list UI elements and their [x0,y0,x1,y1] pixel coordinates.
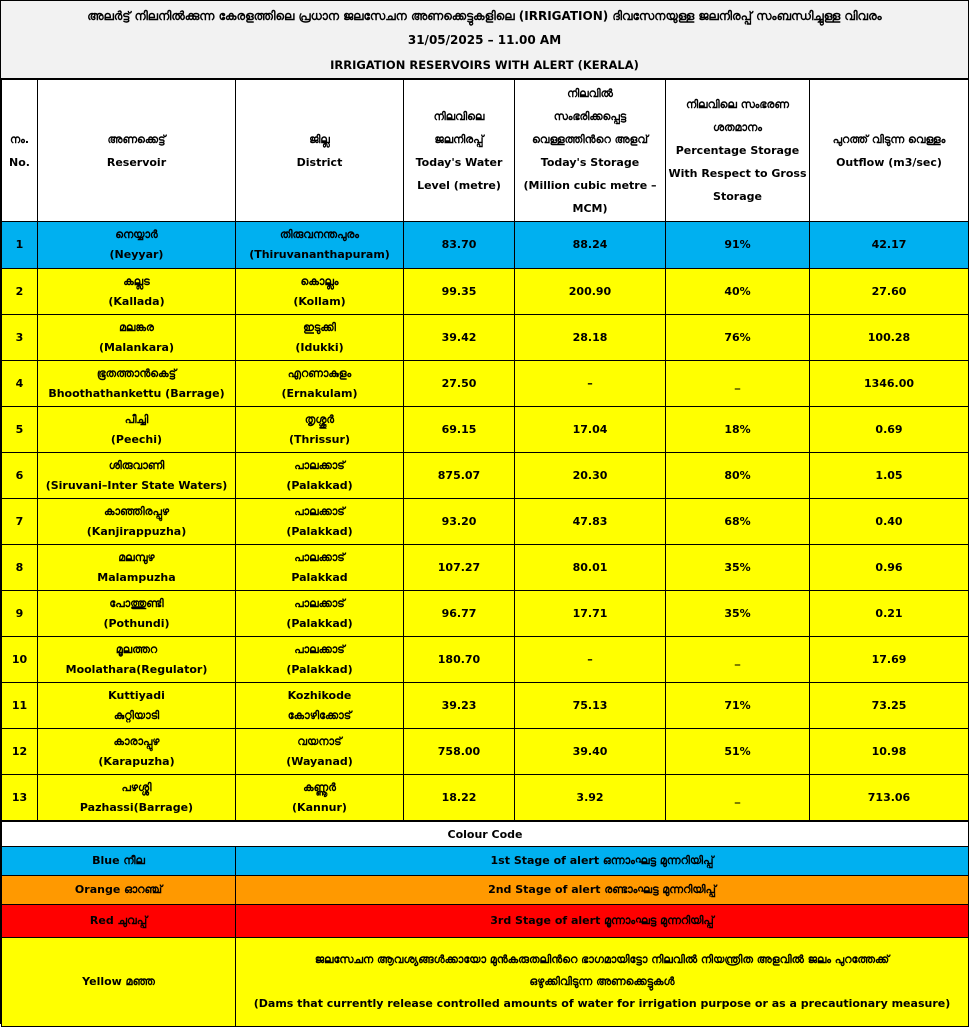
cell-no: 7 [2,499,38,545]
cell-district: ഇടുക്കി (Idukki) [236,315,404,361]
table-row [2,683,969,729]
cell-reservoir: പഴശ്ശി Pazhassi(Barrage) [38,775,236,821]
cell-no: 12 [2,729,38,775]
cell-outflow: 100.28 [810,315,969,361]
cell-storage: 39.40 [515,729,666,775]
col-header-outflow: പുറത്ത് വിടുന്ന വെള്ളം Outflow (m3/sec) [810,80,969,222]
cell-outflow: 42.17 [810,222,969,269]
cell-district: തൃശ്ശൂർ (Thrissur) [236,407,404,453]
cell-outflow: 1346.00 [810,361,969,407]
cell-no: 10 [2,637,38,683]
cell-no: 13 [2,775,38,821]
cell-district: പാലക്കാട് (Palakkad) [236,591,404,637]
cell-percentage: 40% [666,269,810,315]
cell-outflow: 0.40 [810,499,969,545]
legend-red-desc: 3rd Stage of alert മൂന്നാംഘട്ട മുന്നറിയിപ്പ് [236,905,969,938]
cell-district: Kozhikode കോഴിക്കോട് [236,683,404,729]
cell-no: 4 [2,361,38,407]
legend-row-yellow [2,938,969,1027]
cell-district: കണ്ണൂർ (Kannur) [236,775,404,821]
cell-no: 2 [2,269,38,315]
cell-water-level: 107.27 [404,545,515,591]
cell-storage: 20.30 [515,453,666,499]
cell-storage: 88.24 [515,222,666,269]
table-row [2,545,969,591]
cell-no: 8 [2,545,38,591]
report-datetime: 31/05/2025 – 11.00 AM [1,27,968,53]
cell-reservoir: കാഞ്ഞിരപ്പുഴ (Kanjirappuzha) [38,499,236,545]
table-row [2,591,969,637]
cell-storage: 80.01 [515,545,666,591]
legend-row-red [2,905,969,938]
cell-district: പാലക്കാട് (Palakkad) [236,499,404,545]
legend-title: Colour Code [2,822,969,847]
table-row [2,361,969,407]
cell-storage: 47.83 [515,499,666,545]
col-header-water-level: നിലവിലെ ജലനിരപ്പ് Today's Water Level (metre) [404,80,515,222]
table-row [2,637,969,683]
cell-no: 3 [2,315,38,361]
cell-storage: 28.18 [515,315,666,361]
cell-storage: – [515,637,666,683]
cell-water-level: 96.77 [404,591,515,637]
cell-outflow: 73.25 [810,683,969,729]
cell-water-level: 758.00 [404,729,515,775]
col-header-district: ജില്ല District [236,80,404,222]
cell-reservoir: നെയ്യാർ (Neyyar) [38,222,236,269]
cell-reservoir: പോത്തുണ്ടി (Pothundi) [38,591,236,637]
legend-blue-label: Blue നീല [2,847,236,876]
cell-water-level: 18.22 [404,775,515,821]
cell-percentage: 35% [666,591,810,637]
colour-code-legend [1,821,969,1027]
col-header-storage: നിലവിൽ സംഭരിക്കപ്പെട്ട വെള്ളത്തിൻറെ അളവ് Today's Storage (Million cubic metre – MCM) [515,80,666,222]
table-header-row [2,80,969,222]
cell-storage: 75.13 [515,683,666,729]
cell-outflow: 17.69 [810,637,969,683]
cell-percentage: _ [666,361,810,407]
report-subtitle: IRRIGATION RESERVOIRS WITH ALERT (KERALA) [1,53,968,79]
legend-yellow-label: Yellow മഞ്ഞ [2,938,236,1027]
cell-water-level: 39.23 [404,683,515,729]
cell-district: തിരുവനന്തപുരം (Thiruvananthapuram) [236,222,404,269]
cell-percentage: _ [666,775,810,821]
cell-water-level: 875.07 [404,453,515,499]
cell-no: 11 [2,683,38,729]
reservoir-table [1,79,969,821]
cell-reservoir: ശിരുവാണി (Siruvani–Inter State Waters) [38,453,236,499]
legend-orange-desc: 2nd Stage of alert രണ്ടാംഘട്ട മുന്നറിയിപ്പ് [236,876,969,905]
cell-no: 1 [2,222,38,269]
cell-percentage: 76% [666,315,810,361]
cell-district: കൊല്ലം (Kollam) [236,269,404,315]
legend-orange-label: Orange ഓറഞ്ച് [2,876,236,905]
cell-reservoir: മൂലത്തറ Moolathara(Regulator) [38,637,236,683]
cell-percentage: 71% [666,683,810,729]
cell-no: 5 [2,407,38,453]
cell-district: പാലക്കാട് (Palakkad) [236,453,404,499]
cell-water-level: 27.50 [404,361,515,407]
table-row [2,222,969,269]
legend-row-orange [2,876,969,905]
cell-outflow: 27.60 [810,269,969,315]
cell-storage: 3.92 [515,775,666,821]
cell-percentage: _ [666,637,810,683]
table-row [2,269,969,315]
cell-percentage: 68% [666,499,810,545]
cell-water-level: 39.42 [404,315,515,361]
cell-storage: 17.71 [515,591,666,637]
cell-reservoir: കാരാപ്പുഴ (Karapuzha) [38,729,236,775]
cell-outflow: 0.21 [810,591,969,637]
cell-no: 6 [2,453,38,499]
col-header-percentage: നിലവിലെ സംഭരണ ശതമാനം Percentage Storage With Respect to Gross Storage [666,80,810,222]
legend-blue-desc: 1st Stage of alert ഒന്നാംഘട്ട മുന്നറിയിപ്പ് [236,847,969,876]
cell-percentage: 91% [666,222,810,269]
table-row [2,407,969,453]
cell-water-level: 180.70 [404,637,515,683]
cell-reservoir: കല്ലട (Kallada) [38,269,236,315]
cell-water-level: 83.70 [404,222,515,269]
cell-percentage: 35% [666,545,810,591]
cell-reservoir: മലമ്പുഴ Malampuzha [38,545,236,591]
cell-reservoir: Kuttiyadi കുറ്റിയാടി [38,683,236,729]
report-title: അലർട്ട് നിലനിൽക്കുന്ന കേരളത്തിലെ പ്രധാന ജലസേചന അണക്കെട്ടുകളിലെ (IRRIGATION) ദിവസേനയുള്ള ജലനിരപ്പ് സംബന്ധിച്ചുള്ള വിവരം [1,1,968,27]
cell-outflow: 0.69 [810,407,969,453]
cell-reservoir: മലങ്കര (Malankara) [38,315,236,361]
cell-outflow: 10.98 [810,729,969,775]
cell-district: എറണാകുളം (Ernakulam) [236,361,404,407]
cell-outflow: 713.06 [810,775,969,821]
cell-outflow: 1.05 [810,453,969,499]
cell-percentage: 80% [666,453,810,499]
cell-water-level: 93.20 [404,499,515,545]
table-row [2,499,969,545]
cell-no: 9 [2,591,38,637]
cell-reservoir: പീച്ചി (Peechi) [38,407,236,453]
table-row [2,453,969,499]
cell-district: പാലക്കാട് (Palakkad) [236,637,404,683]
cell-water-level: 69.15 [404,407,515,453]
cell-storage: 200.90 [515,269,666,315]
cell-storage: 17.04 [515,407,666,453]
col-header-no: നം. No. [2,80,38,222]
cell-district: വയനാട് (Wayanad) [236,729,404,775]
cell-district: പാലക്കാട് Palakkad [236,545,404,591]
cell-outflow: 0.96 [810,545,969,591]
col-header-reservoir: അണക്കെട്ട് Reservoir [38,80,236,222]
table-row [2,775,969,821]
cell-percentage: 51% [666,729,810,775]
legend-title-row [2,822,969,847]
cell-percentage: 18% [666,407,810,453]
report-header [1,1,968,79]
table-row [2,729,969,775]
legend-yellow-desc: ജലസേചന ആവശ്യങ്ങൾക്കായോ മുൻകരുതലിൻറെ ഭാഗമായിട്ടോ നിലവിൽ നിയന്ത്രിത അളവിൽ ജലം പുറത്തേക്ക് ഒഴുക്കിവിടുന്ന അണക്കെട്ടുകൾ (Dams that currently release controlled amounts of water for irrigation purpose or as a precautionary measure) [236,938,969,1027]
cell-reservoir: ഭൂതത്താൻകെട്ട് Bhoothathankettu (Barrage) [38,361,236,407]
cell-water-level: 99.35 [404,269,515,315]
legend-row-blue [2,847,969,876]
table-row [2,315,969,361]
legend-red-label: Red ചുവപ്പ് [2,905,236,938]
cell-storage: – [515,361,666,407]
